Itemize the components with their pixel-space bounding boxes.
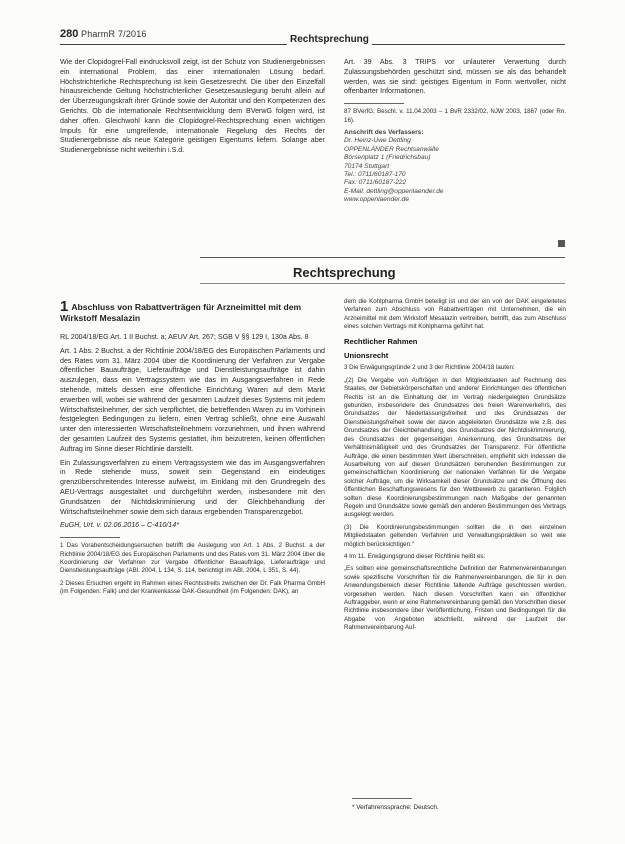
author-line: OPPENLÄNDER Rechtsanwälte [344, 145, 439, 153]
leitsatz-2: Ein Zulassungsverfahren zu einem Vertragssystem wie das im Ausgangsverfahren in Rede stehende muss, soweit sein Gegenstand ein eindeutiges grenzüberschreitendes Interesse aufweist, im Einklang mit den Grundregeln des AEU-Vertrags ausgestaltet und durchgeführt werden, insbesondere mit den Grundsätzen der Nichtdiskriminierung und der Gleichbehandlung der Wirtschaftsteilnehmer sowie dem sich daraus ergebenden Transparenzgebot. [60, 458, 325, 516]
section-band-rule-bottom [200, 283, 565, 284]
continuation-paragraph: dem die Kohlpharma GmbH beteiligt ist und der ein von der DAK eingeleitetes Verfahren zum Abschluss von Rabattverträgen mit Unternehmen, die ein Arzneimittel mit dem Wirkstoff Mesalazin vertreiben, betrifft, das zum Abschluss eines solchen Vertrags mit Kohlpharma geführt hat. [344, 298, 566, 331]
page-number: 280 [60, 28, 79, 40]
bottom-right-column [344, 298, 566, 637]
footnote-rule [60, 537, 120, 538]
body-paragraph: Wie der Clopidogrel-Fall eindrucksvoll zeigt, ist der Schutz von Studienergebnissen ein international Problem, das einer internationalen Lösung bedarf. Höchstrichterliche Rechtsprechung ist kein Gesetzesrecht. Die über den Einzelfall hinausreichende Geltung höchstrichterlicher Gesetzesauslegung beruht allein auf der Überzeugungskraft ihrer Gründe sowie der Autorität und den Kompetenzen des Gerichts. Ob die internationale Rechtsentwicklung dem BVerwG folgen wird, ist daher offen. Gleichwohl kann die Clopidogrel-Rechtsprechung einen wichtigen Impuls für eine umgreifende, internationale Regelung des Rechts der Studienergebnisse als neue Kategorie geistigen Eigentums liefern. Solange aber Studienergebnisse nicht weiterhin i.S.d. [60, 58, 325, 155]
top-left-column [60, 58, 325, 160]
paragraph-3: 3 Die Erwägungsgründe 2 und 3 der Richtlinie 2004/18 lauten: [344, 364, 515, 372]
author-line: Dr. Heinz-Uwe Dettling [344, 137, 411, 145]
case-title-text: Abschluss von Rabattverträgen für Arzneimittel mit dem Wirkstoff Mesalazin [60, 302, 302, 323]
footnote: 87 BVerfG, Beschl. v. 11.04.2003 – 1 BvR 2332/02, NJW 2003, 1867 (oder Rn. 16). [344, 108, 566, 124]
end-of-article-marker [558, 240, 565, 247]
section-band-title: Rechtsprechung [293, 265, 396, 280]
language-footnote: * Verfahrenssprache: Deutsch. [352, 804, 439, 811]
section-title: Rechtsprechung [287, 34, 372, 45]
author-line: Börsenplatz 1 (Friedrichsbau) [344, 154, 431, 162]
heading-union-law: Unionsrecht [344, 351, 389, 361]
quote-recital-3: (3) Die Koordinierungsbestimmungen sollten die in den einzelnen Mitgliedstaaten geltenden Verfahren und Verwaltungspraktiken so weit wie möglich berücksichtigen.“ [344, 523, 566, 548]
footnote-rule [352, 798, 412, 799]
quote-recital-2: „(2) Die Vergabe von Aufträgen in den Mitgliedstaaten auf Rechnung des Staates, der Gebietskörperschaften und anderer Einrichtungen des öffentlichen Rechts ist an die Einhaltung der im Vertrag niedergelegten Grundsätze gebunden, insbesondere des Grundsatzes des freien Warenverkehrs, des Grundsatzes der Niederlassungsfreiheit und des Grundsatzes der Dienstleistungsfreiheit sowie der davon abgeleiteten Grundsätze wie z.B. des Grundsatzes der Gleichbehandlung, des Grundsatzes der Nichtdiskriminierung, des Grundsatzes der gegenseitigen Anerkennung, des Grundsatzes der Verhältnismäßigkeit und des Grundsatzes der Transparenz. Für öffentliche Aufträge, die einen bestimmten Wert überschreiten, empfiehlt sich indessen die Ausarbeitung von auf diesen Grundsätzen beruhenden Bestimmungen zur gemeinschaftlichen Koordinierung der nationalen Verfahren für die Vergabe solcher Aufträge, um die Wirksamkeit dieser Grundsätze und die Öffnung des öffentlichen Beschaffungswesens für den Wettbewerb zu garantieren. Folglich sollten diese Koordinierungsbestimmungen nach Maßgabe der genannten Regeln und Grundsätze sowie gemäß den anderen Bestimmungen des Vertrags ausgelegt werden. [344, 376, 566, 519]
paragraph-4: 4 Im 11. Erwägungsgrund dieser Richtlinie heißt es: [344, 552, 486, 560]
case-title [60, 298, 325, 324]
top-right-column [344, 58, 566, 205]
quote-recital-11: „Es sollten eine gemeinschaftsrechtliche Definition der Rahmenvereinbarungen sowie spezifische Vorschriften für die Rahmenvereinbarungen, die für in den Anwendungsbereich dieser Richtlinie fallende Aufträge geschlossen werden, vorgesehen werden. Nach diesen Vorschriften kann ein öffentlicher Auftraggeber, wenn er eine Rahmenvereinbarung gemäß den Vorschriften dieser Richtlinie insbesondere über Veröffentlichung, Fristen und Bedingungen für die Abgabe von Angeboten abschließt, während der Laufzeit der Rahmenvereinbarung Auf- [344, 565, 566, 632]
section-band-rule [200, 257, 565, 258]
bottom-left-column [60, 333, 325, 601]
author-line: Tel.: 0711/60187-170 [344, 171, 406, 179]
author-heading: Anschrift des Verfassers: [344, 129, 424, 136]
author-line: 70174 Stuttgart [344, 162, 390, 170]
footnote-rule [344, 103, 404, 104]
author-line: Fax: 0711/60187-222 [344, 179, 407, 187]
author-address [344, 129, 566, 205]
case-number: 1 [60, 298, 69, 315]
legal-norms: RL 2004/18/EG Art. 1 II Buchst. a; AEUV Art. 267; SGB V §§ 129 I, 130a Abs. 8 [60, 333, 309, 341]
leitsatz-1: Art. 1 Abs. 2 Buchst. a der Richtlinie 2004/18/EG des Europäischen Parlaments und des Rates vom 31. März 2004 über die Koordinierung der Verfahren zur Vergabe öffentlicher Bauaufträge, Lieferaufträge und Dienstleistungsaufträge ist dahin auszulegen, dass ein Vertragssystem wie das im Ausgangsverfahren in Rede stehende, mittels dessen eine öffentliche Einrichtung Waren auf dem Markt erwerben will, wobei sie während der gesamten Laufzeit dieses Systems mit jedem Wirtschaftsteilnehmer, der sich verpflichtet, die betreffenden Waren zu im Vorhinein festgelegten Bedingungen zu liefern, einen Vertrag schließt, ohne eine Auswahl unter den interessierten Wirtschaftsteilnehmern vorzunehmen, und ihnen während der gesamten Laufzeit des Systems gestattet, ihm beizutreten, keinen öffentlichen Auftrag im Sinne dieser Richtlinie darstellt. [60, 346, 325, 453]
author-website-link[interactable]: www.oppenlaender.de [344, 196, 410, 204]
body-paragraph: Art. 39 Abs. 3 TRIPS vor unlauterer Verwertung durch Zulassungsbehörden geschützt sind, müssen sie als das behandelt werden, was sie sind: geistiges Eigentum in Form wertvoller, nicht offenbarter Informationen. [344, 58, 566, 96]
court-citation: EuGH, Urt. v. 02.06.2016 – C-410/14* [60, 521, 179, 530]
paragraph-1: 1 Das Vorabentscheidungsersuchen betrifft die Auslegung von Art. 1 Abs. 2 Buchst. a der Richtlinie 2004/18/EG des Europäischen Parlaments und des Rates vom 31. März 2004 über die Koordinierung der Verfahren zur Vergabe öffentlicher Bauaufträge, Lieferaufträge und Dienstleistungsaufträge (ABl. 2004, L 134, S. 114, berichtigt im ABl. 2004, L 351, S. 44). [60, 542, 325, 575]
paragraph-2: 2 Dieses Ersuchen ergeht im Rahmen eines Rechtsstreits zwischen der Dr. Falk Pharma GmbH (im Folgenden: Falk) und der Krankenkasse DAK-Gesundheit (im Folgenden: DAK), an [60, 579, 325, 596]
heading-legal-framework: Rechtlicher Rahmen [344, 336, 418, 346]
journal-name: PharmR 7/2016 [81, 29, 147, 39]
author-email-link[interactable]: E-Mail: dettling@oppenlaender.de [344, 187, 444, 195]
